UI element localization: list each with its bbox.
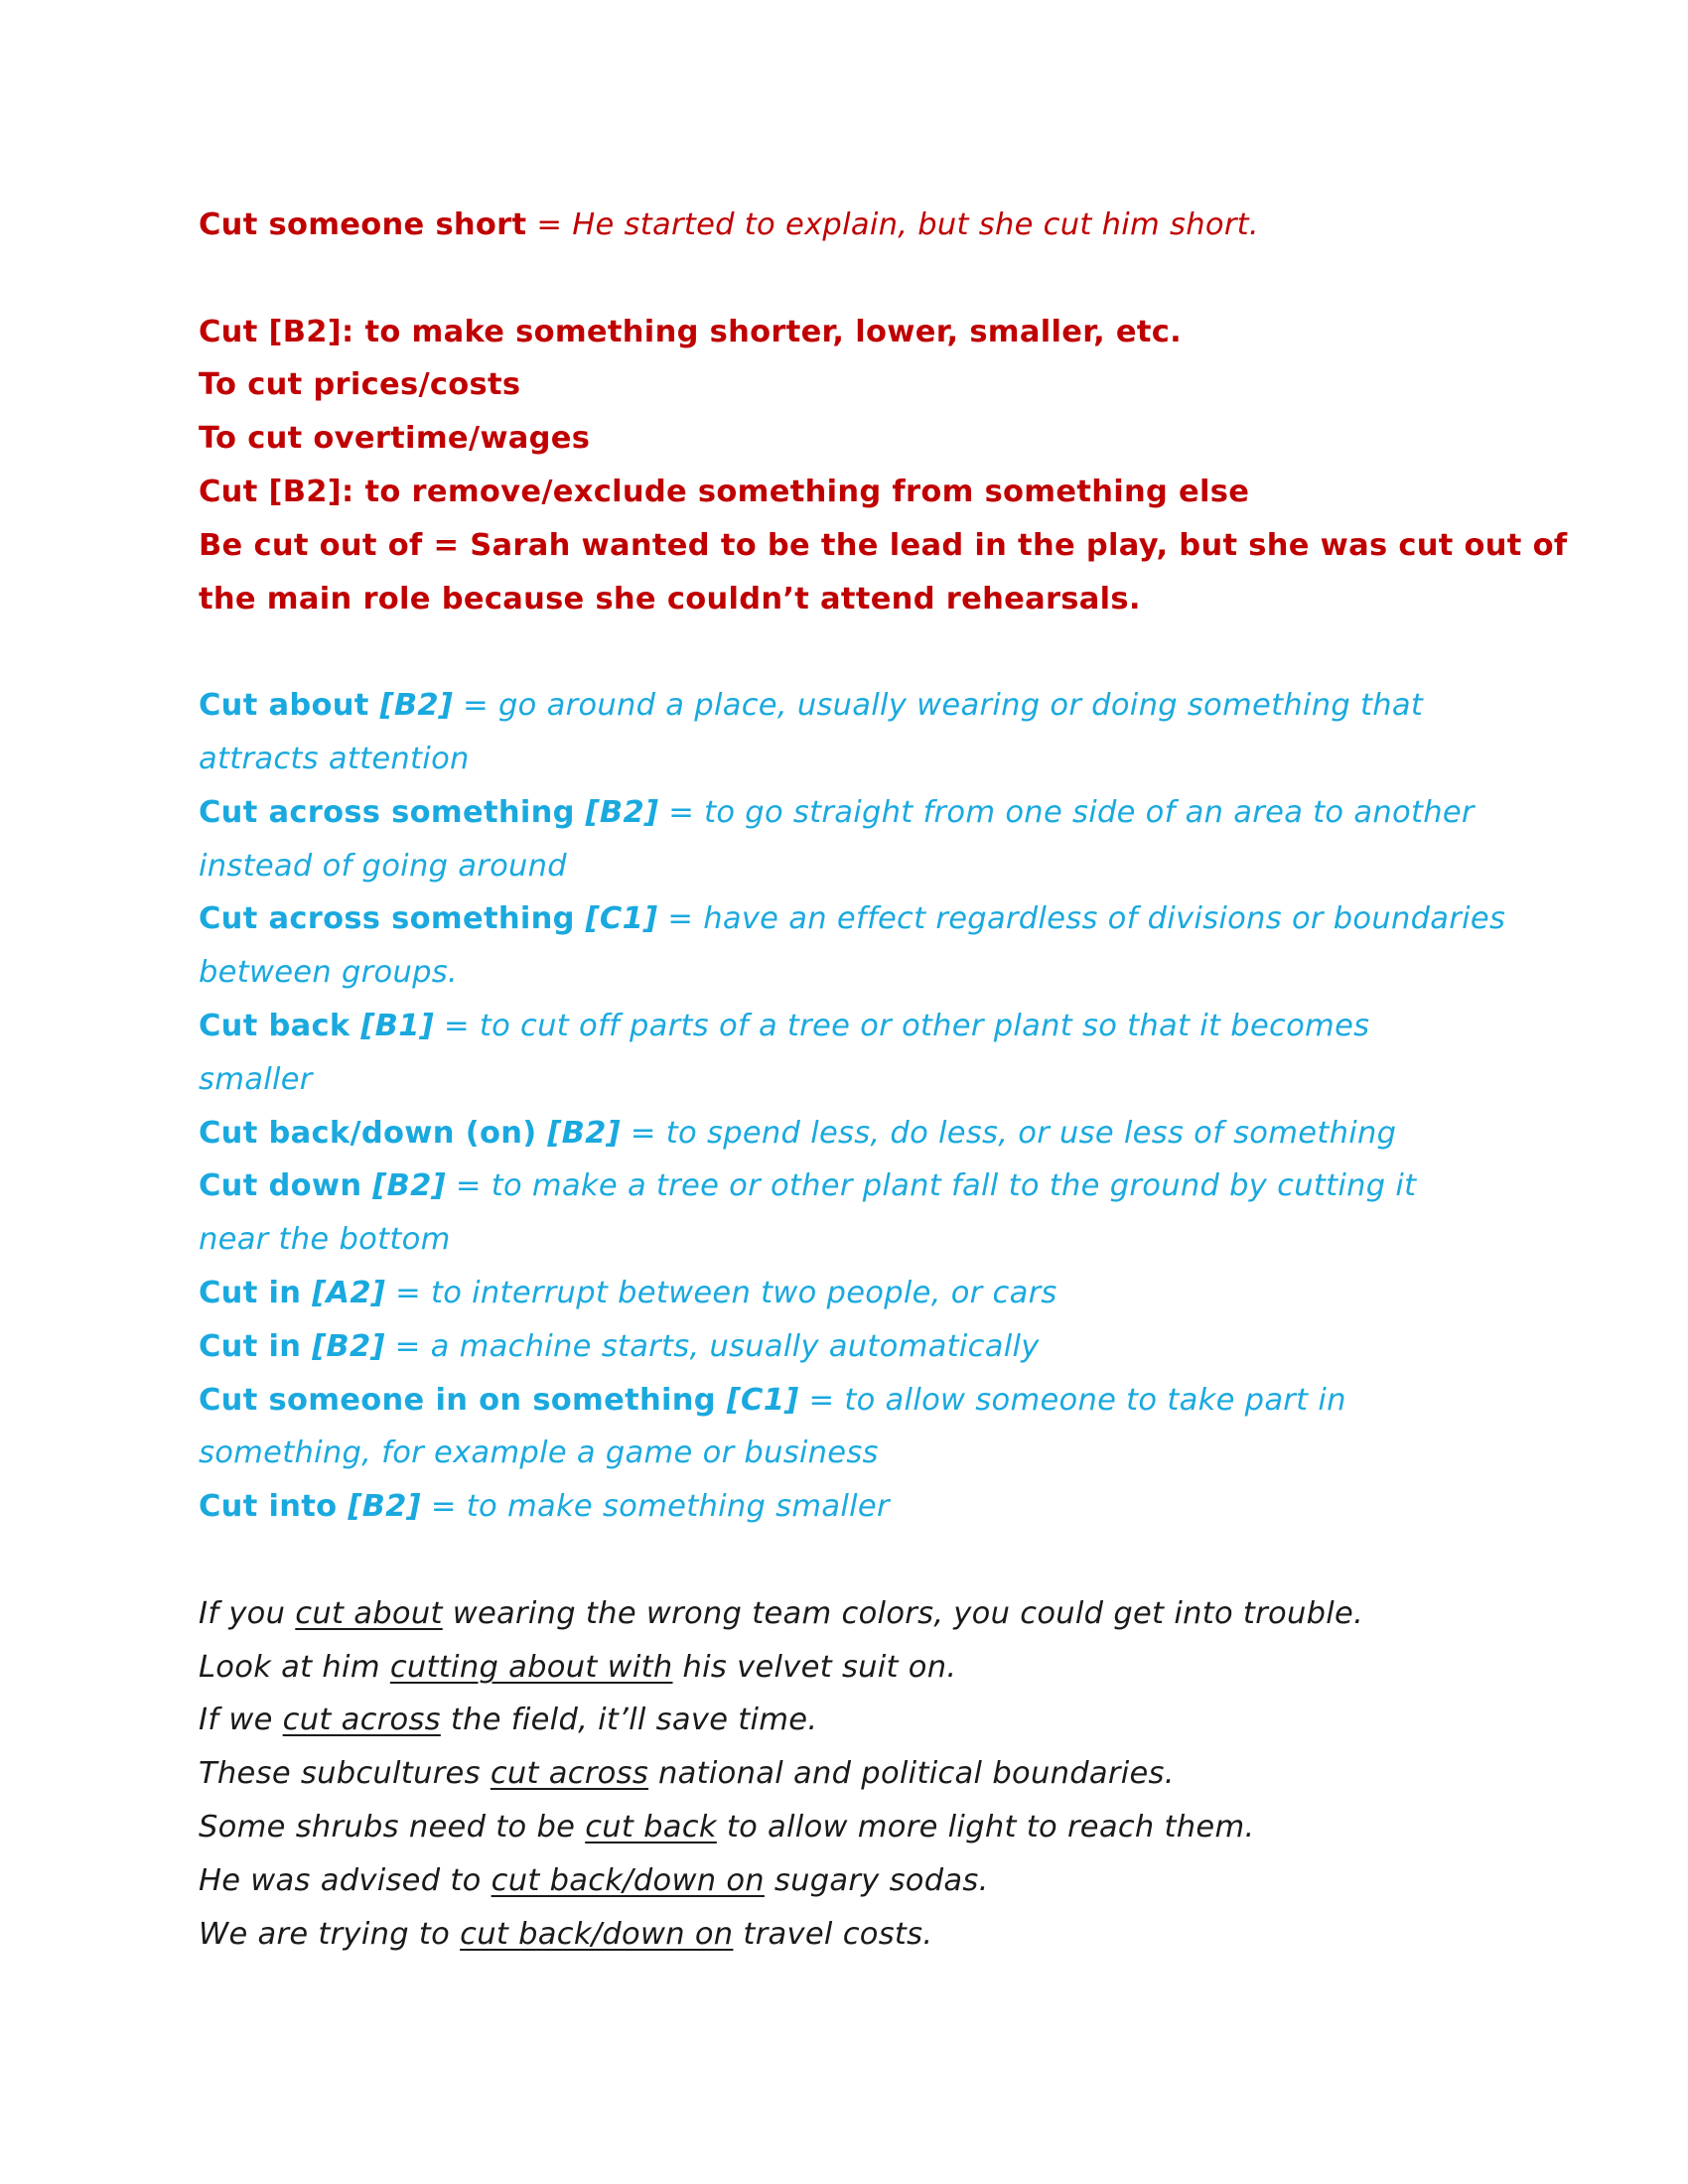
intro-equals: = [526,207,573,242]
def-continuation: near the bottom [199,1222,451,1258]
def-level: [B2] [379,688,454,724]
red-line-6: the main role because she couldn’t attend rehearsals. [199,581,1141,616]
example-sentence [199,1587,1489,1641]
red-line-4: Cut [B2]: to remove/exclude something from something else [199,474,1250,509]
example-post: travel costs. [733,1916,933,1952]
def-level: [B1] [360,1008,434,1043]
def-term: Cut about [199,688,380,724]
example-sentence [199,1694,1489,1747]
def-cut-back [199,1000,1489,1053]
def-term: Cut across something [199,794,586,830]
def-cut-back-down-on [199,1107,1489,1160]
intro-line [199,199,1489,252]
def-term: Cut in [199,1328,313,1364]
def-text: = go around a place, usually wearing or doing something that [453,688,1424,724]
def-text: = have an effect regardless of divisions or boundaries [657,901,1506,937]
def-term: Cut into [199,1489,349,1525]
def-level: [C1] [585,901,658,937]
spacer [199,1534,1489,1587]
def-cut-across-b2 [199,786,1489,840]
example-pre: If you [199,1595,296,1631]
spacer [199,625,1489,679]
example-pre: He was advised to [199,1862,492,1898]
def-cut-across-c1 [199,892,1506,946]
spacer [199,252,1489,306]
def-cut-down [199,1160,1489,1213]
def-text: = to go straight from one side of an area to another [658,794,1475,830]
example-pre: These subcultures [199,1756,491,1792]
example-post: the field, it’ll save time. [440,1703,818,1738]
def-level: [B2] [312,1328,385,1364]
document-content [199,199,1568,1961]
example-phrasal-verb: cut about [295,1595,443,1631]
example-phrasal-verb: cut back [585,1809,717,1844]
intro-example: He started to explain, but she cut him short. [572,207,1259,242]
red-line-2: To cut prices/costs [199,367,521,403]
def-text: = a machine starts, usually automatically [384,1328,1040,1364]
def-term: Cut across something [199,901,586,937]
def-text: = to make something smaller [420,1489,890,1525]
def-level: [B2] [585,794,659,830]
def-cut-about [199,679,1489,733]
def-continuation: smaller [199,1061,313,1097]
def-level: [B2] [372,1168,446,1204]
example-sentence [199,1801,1489,1854]
red-line-3: To cut overtime/wages [199,421,591,457]
def-cut-in-a2 [199,1267,1489,1320]
def-level: [B2] [547,1115,621,1151]
example-phrasal-verb: cut back/down on [491,1862,765,1898]
def-term: Cut in [199,1275,313,1310]
example-phrasal-verb: cut across [282,1703,441,1738]
example-post: to allow more light to reach them. [716,1809,1255,1844]
example-phrasal-verb: cutting about with [389,1649,673,1685]
def-cut-someone-in [199,1374,1489,1428]
example-post: sugary sodas. [764,1862,989,1898]
def-term: Cut back [199,1008,361,1043]
def-level: [C1] [726,1382,799,1418]
def-level: [B2] [348,1489,421,1525]
intro-term: Cut someone short [199,207,527,242]
def-text: = to make a tree or other plant fall to the ground by cutting it [445,1168,1417,1204]
example-pre: If we [199,1703,283,1738]
example-pre: Some shrubs need to be [199,1809,586,1844]
def-term: Cut someone in on something [199,1382,727,1418]
example-phrasal-verb: cut back/down on [460,1916,734,1952]
example-sentence [199,1641,1489,1695]
red-line-5: Be cut out of = Sarah wanted to be the lead in the play, but she was cut out of [199,527,1568,563]
example-sentence [199,1908,1489,1962]
example-sentence [199,1747,1489,1801]
example-post: his velvet suit on. [672,1649,957,1685]
def-text: = to interrupt between two people, or cars [385,1275,1057,1310]
def-continuation: between groups. [199,955,458,991]
def-level: [A2] [312,1275,386,1310]
def-cut-into [199,1480,1489,1534]
def-continuation: something, for example a game or business [199,1435,879,1471]
example-post: national and political boundaries. [648,1756,1175,1792]
def-term: Cut back/down (on) [199,1115,548,1151]
def-continuation: attracts attention [199,741,470,776]
example-post: wearing the wrong team colors, you could get into trouble. [442,1595,1364,1631]
example-phrasal-verb: cut across [490,1756,649,1792]
def-term: Cut down [199,1168,373,1204]
def-continuation: instead of going around [199,848,567,884]
def-cut-in-b2 [199,1320,1489,1374]
def-text: = to allow someone to take part in [798,1382,1346,1418]
red-line-1: Cut [B2]: to make something shorter, lower, smaller, etc. [199,314,1183,349]
example-sentence [199,1854,1489,1908]
example-pre: Look at him [199,1649,390,1685]
def-text: = to spend less, do less, or use less of something [620,1115,1397,1151]
example-pre: We are trying to [199,1916,461,1952]
def-text: = to cut off parts of a tree or other plant so that it becomes [433,1008,1370,1043]
